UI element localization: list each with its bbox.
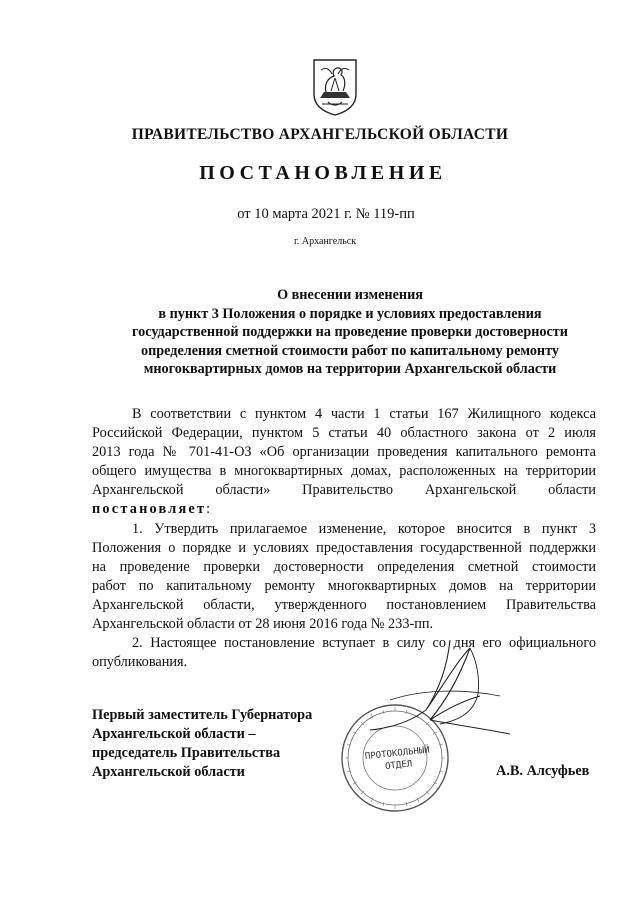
title-line: многоквартирных домов на территории Архангельской области xyxy=(143,361,557,377)
stamp-line: ОТДЕЛ xyxy=(384,759,413,773)
coat-of-arms-icon xyxy=(312,58,358,116)
text-word: области xyxy=(548,482,596,499)
decree-word: постановляет xyxy=(92,501,207,518)
paragraph-line xyxy=(92,558,596,577)
paragraph-line xyxy=(92,443,596,462)
text-line: Архангельской области, утвержденного постановлением Правительства xyxy=(92,596,596,613)
text-line: 1. Утвердить прилагаемое изменение, которое вносится в пункт 3 xyxy=(132,520,596,537)
text-word: Архангельской xyxy=(92,482,184,499)
text-line: 2. Настоящее постановление вступает в силу со дня его официального xyxy=(132,635,596,652)
title-line: в пункт 3 Положения о порядке и условиях предоставления xyxy=(158,305,542,322)
position-line: Архангельской области – xyxy=(92,726,256,742)
paragraph-line xyxy=(92,500,596,519)
paragraph-line xyxy=(92,539,596,558)
text-line: В соответствии с пунктом 4 части 1 статьи 167 Жилищного кодекса xyxy=(132,406,596,422)
paragraph-line xyxy=(92,424,596,443)
handwritten-signature xyxy=(330,630,520,740)
organization-name: ПРАВИТЕЛЬСТВО АРХАНГЕЛЬСКОЙ ОБЛАСТИ xyxy=(131,126,509,143)
paragraph-line xyxy=(92,520,596,539)
text-line: работ по капитальному ремонту многоквартирных домов на территории xyxy=(92,577,596,594)
paragraph-line xyxy=(92,596,596,615)
stamp-line: ПРОТОКОЛЬНЫЙ xyxy=(364,745,431,763)
position-line: Архангельской области xyxy=(92,764,245,780)
paragraph-line xyxy=(92,577,596,596)
text-word: Правительство xyxy=(302,482,393,499)
paragraph-line xyxy=(92,462,596,481)
text-line: 2013 года № 701-41-ОЗ «Об организации проведения капитального ремонта xyxy=(92,444,596,461)
text-line: на проведение проверки достоверности определения сметной стоимости xyxy=(92,558,596,575)
title-line: О внесении изменения xyxy=(277,287,423,303)
paragraph-line xyxy=(92,481,596,500)
text-line: опубликования. xyxy=(92,654,188,671)
signatory-name: А.В. Алсуфьев xyxy=(496,763,590,779)
document-type: ПОСТАНОВЛЕНИЕ xyxy=(199,162,447,184)
text-line: общего имущества в многоквартирных домах, расположенных на территории xyxy=(92,463,596,480)
signatory-position xyxy=(92,706,312,782)
title-line: определения сметной стоимости работ по капитальному ремонту xyxy=(141,342,559,359)
position-line: председатель Правительства xyxy=(92,745,281,761)
paragraph-line xyxy=(92,405,596,424)
text-word: Архангельской xyxy=(424,482,517,499)
document-date-number: от 10 марта 2021 г. № 119-пп xyxy=(237,206,415,222)
text-line: Положения о порядке и условиях предоставления государственной поддержки xyxy=(92,539,596,556)
position-line: Первый заместитель Губернатора xyxy=(92,707,313,723)
text-line: Архангельской области от 28 июня 2016 года № 233-пп. xyxy=(92,616,434,633)
title-line: государственной поддержки на проведение проверки достоверности xyxy=(132,324,568,340)
document-title xyxy=(60,286,640,379)
document-city: г. Архангельск xyxy=(293,236,357,247)
decree-colon: : xyxy=(206,501,211,518)
text-line: Российской Федерации, пунктом 5 статьи 40 областного закона от 2 июля xyxy=(92,425,596,442)
text-word: области» xyxy=(215,482,271,499)
